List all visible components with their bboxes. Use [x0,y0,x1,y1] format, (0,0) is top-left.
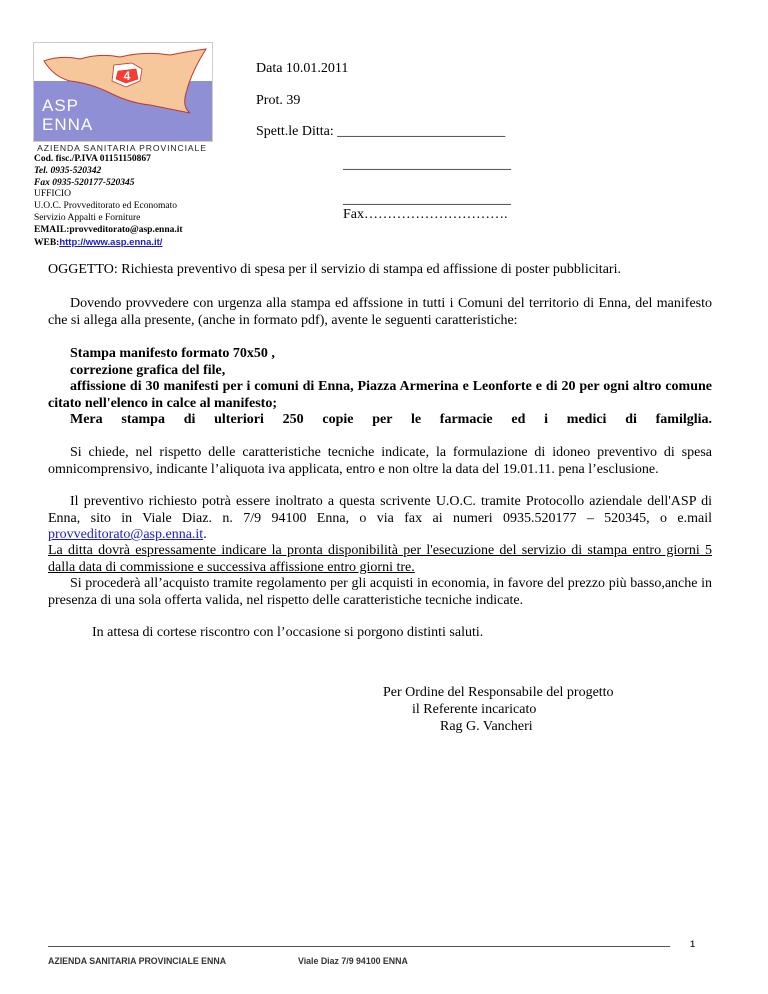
office-service: Servizio Appalti e Forniture [34,212,141,223]
specification-list [48,346,712,429]
telephone: Tel. 0935-520342 [34,165,102,176]
logo-number: 4 [123,69,131,83]
contact-block [34,154,183,249]
footer-address: Viale Diaz 7/9 94100 ENNA [298,956,408,966]
office-label: UFFICIO [34,189,71,200]
recipient-blank-line: ________________________ [343,192,511,207]
submission-end: . [203,527,207,542]
logo-frame [33,42,213,142]
subject-line: OGGETTO: Richiesta preventivo di spesa per il servizio di stampa ed affissione di poster pubblicitari. [48,262,621,277]
spec-item: affissione di 30 manifesti per i comuni di Enna, Piazza Armerina e Leonforte e di 20 per ogni altro comune citato nell'elenco in calce al manifesto; [48,379,712,411]
intro-paragraph: Dovendo provvedere con urgenza alla stampa ed affssione in tutti i Comuni del territorio di Enna, del manifesto che si allega alla presente, (anche in formato pdf), avente le seguenti caratteristiche: [48,296,712,328]
email-address: EMAIL:provveditorato@asp.enna.it [34,224,183,235]
recipient-line: Spett.le Ditta: ________________________ [256,124,506,139]
asp-logo [33,42,211,154]
availability-paragraph: La ditta dovrà espressamente indicare la pronta disponibilità per l'esecuzione del servizio di stampa entro giorni 5 dalla data di commissione e successiva affissione entro giorni tre. [48,543,712,575]
logo-subtitle: AZIENDA SANITARIA PROVINCIALE [37,143,207,153]
recipient-blank-line: ________________________ [343,157,511,172]
protocol-line: Prot. 39 [256,93,301,108]
office-uoc: U.O.C. Provveditorato ed Economato [34,201,178,212]
page-number: 1 [690,939,696,949]
web-label: WEB: [34,237,60,248]
logo-enna-text: ENNA [42,115,94,134]
date-line: Data 10.01.2011 [256,61,349,76]
spec-item: correzione grafica del file, [70,362,226,378]
submission-text: Il preventivo richiesto potrà essere inoltrato a questa scrivente U.O.C. tramite Protocollo aziendale dell'ASP di Enna, sito in Viale Diaz. n. 7/9 94100 Enna, o via fax ai numeri 0935.520177 – 520345, o e.mail [48,494,712,526]
website-link[interactable]: http://www.asp.enna.it/ [59,236,163,248]
footer-divider [48,946,670,947]
signature-line-1: Per Ordine del Responsabile del progetto [383,685,614,700]
signature-line-2: il Referente incaricato [412,702,537,717]
spec-item: Stampa manifesto formato 70x50 , [70,346,275,361]
closing-line: In attesa di cortese riscontro con l’occasione si porgono distinti saluti. [92,625,484,640]
spec-item: Mera stampa di ulteriori 250 copie per le farmacie ed i medici di familglia. [70,412,712,427]
footer-org: AZIENDA SANITARIA PROVINCIALE ENNA [48,956,227,966]
fax-number: Fax 0935-520177-520345 [34,177,135,188]
request-paragraph: Si chiede, nel rispetto delle caratteristiche tecniche indicate, la formulazione di idoneo preventivo di spesa omnicomprensivo, indicante l’aliquota iva applicata, entro e non oltre la data del 19.01.11. pena l’esclusione. [48,445,712,477]
email-link[interactable]: provveditorato@asp.enna.it [48,527,204,542]
logo-asp-text: ASP [42,96,80,115]
submission-paragraph [48,494,712,544]
tax-code: Cod. fisc./P.IVA 01151150867 [34,154,151,164]
signature-name: Rag G. Vancheri [440,719,533,734]
fax-line: Fax…………………………. [343,207,508,222]
procedure-paragraph: Si procederà all’acquisto tramite regolamento per gli acquisti in economia, in favore del prezzo più basso,anche in presenza di una sola offerta valida, nel rispetto delle caratteristiche tecniche indicate. [48,576,712,608]
